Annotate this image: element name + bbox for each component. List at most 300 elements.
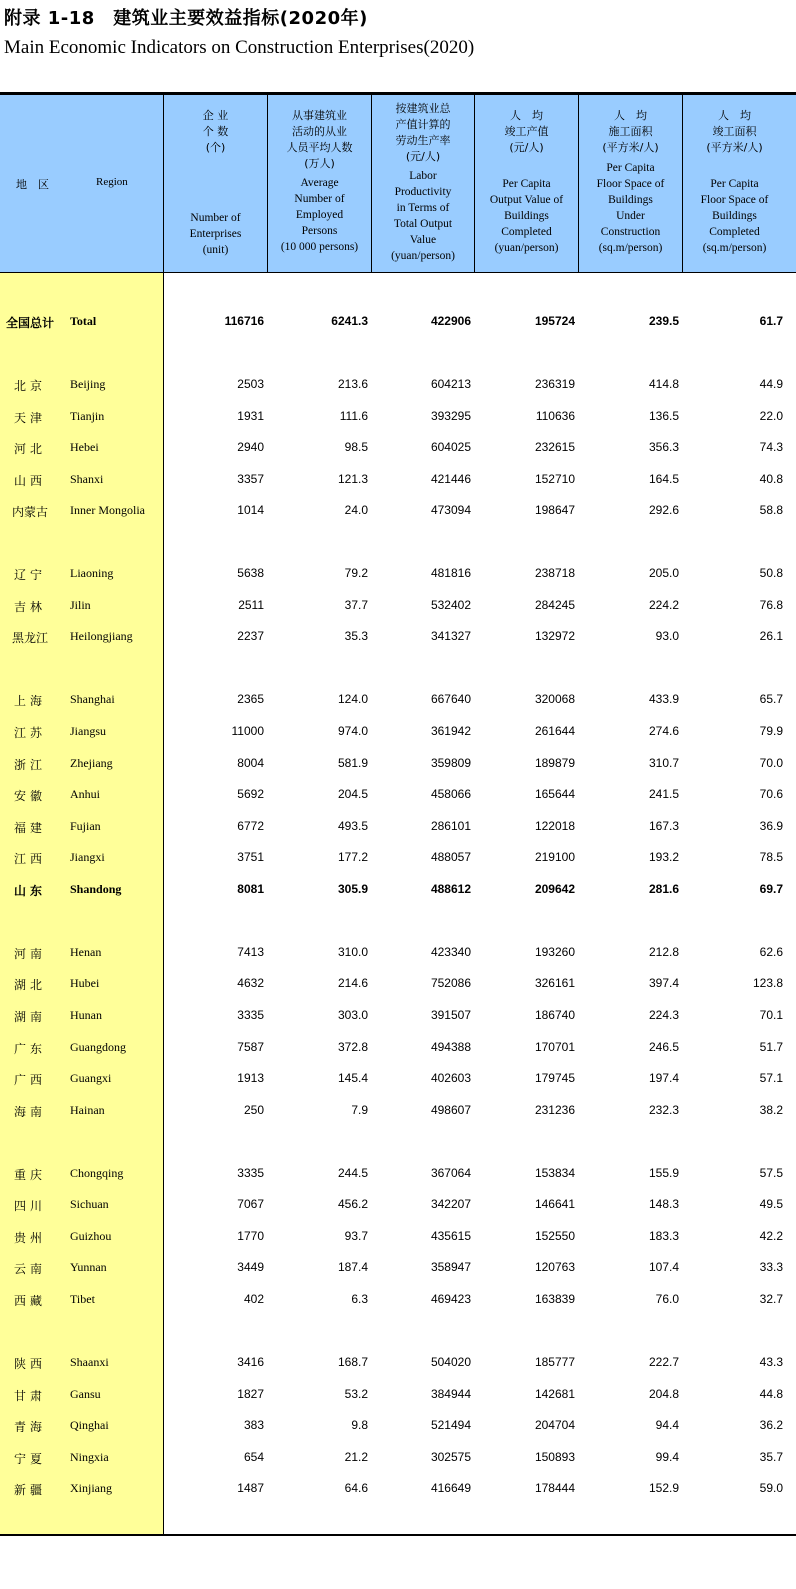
cell-value: 3416 <box>237 1355 264 1369</box>
cell-value: 493.5 <box>337 819 368 833</box>
region-name-cn: 江西 <box>14 852 47 866</box>
region-name-en: Jilin <box>70 598 91 612</box>
cell-value: 1931 <box>237 409 264 423</box>
region-name-en: Liaoning <box>70 566 114 580</box>
cell-value: 372.8 <box>337 1040 368 1054</box>
cell-value: 32.7 <box>759 1292 783 1306</box>
cell-value: 6.3 <box>351 1292 368 1306</box>
header-col6-cn: 人 均 竣工面积 (平方米/人) <box>706 109 763 154</box>
table-row <box>0 437 796 457</box>
cell-value: 122018 <box>534 819 575 833</box>
table-row <box>0 1352 796 1372</box>
cell-value: 236319 <box>534 377 575 391</box>
cell-value: 57.1 <box>759 1071 783 1085</box>
cell-value: 93.0 <box>655 629 679 643</box>
cell-value: 213.6 <box>337 377 368 391</box>
cell-value: 197.4 <box>648 1071 679 1085</box>
cell-value: 222.7 <box>648 1355 679 1369</box>
cell-value: 155.9 <box>648 1166 679 1180</box>
region-name-en: Shanxi <box>70 472 104 486</box>
cell-value: 4632 <box>237 976 264 990</box>
region-name-cn: 安徽 <box>14 789 47 803</box>
table-row <box>0 816 796 836</box>
cell-value: 132972 <box>534 629 575 643</box>
cell-value: 367064 <box>430 1166 471 1180</box>
cell-value: 532402 <box>430 598 471 612</box>
region-name-en: Yunnan <box>70 1260 107 1274</box>
cell-value: 341327 <box>430 629 471 643</box>
table-header-rule <box>0 272 796 273</box>
region-name-en: Sichuan <box>70 1197 109 1211</box>
table-row <box>0 1257 796 1277</box>
cell-value: 163839 <box>534 1292 575 1306</box>
cell-value: 604213 <box>430 377 471 391</box>
region-name-en: Hebei <box>70 440 99 454</box>
cell-value: 193.2 <box>648 850 679 864</box>
cell-value: 185777 <box>534 1355 575 1369</box>
header-region-cn: 地 区 <box>16 178 49 191</box>
table-row <box>0 1100 796 1120</box>
cell-value: 244.5 <box>337 1166 368 1180</box>
region-name-cn: 新疆 <box>14 1483 47 1497</box>
region-name-cn: 全国总计 <box>6 316 55 330</box>
cell-value: 2365 <box>237 692 264 706</box>
cell-value: 36.9 <box>759 819 783 833</box>
cell-value: 310.0 <box>337 945 368 959</box>
cell-value: 124.0 <box>337 692 368 706</box>
cell-value: 44.8 <box>759 1387 783 1401</box>
table-row <box>0 1163 796 1183</box>
cell-value: 5638 <box>237 566 264 580</box>
table-row <box>0 1226 796 1246</box>
cell-value: 1487 <box>237 1481 264 1495</box>
cell-value: 1014 <box>237 503 264 517</box>
cell-value: 1913 <box>237 1071 264 1085</box>
region-name-en: Anhui <box>70 787 100 801</box>
region-name-en: Tibet <box>70 1292 95 1306</box>
table-row <box>0 1289 796 1309</box>
header-col5-cn: 人 均 施工面积 (平方米/人) <box>602 109 659 154</box>
cell-value: 7067 <box>237 1197 264 1211</box>
cell-value: 281.6 <box>648 882 679 896</box>
region-name-cn: 湖南 <box>14 1010 47 1024</box>
cell-value: 473094 <box>430 503 471 517</box>
table-row <box>0 1384 796 1404</box>
cell-value: 342207 <box>430 1197 471 1211</box>
cell-value: 153834 <box>534 1166 575 1180</box>
region-name-cn: 湖北 <box>14 978 47 992</box>
header-region <box>16 176 128 192</box>
cell-value: 224.3 <box>648 1008 679 1022</box>
table-row <box>0 500 796 520</box>
region-name-cn: 海南 <box>14 1105 47 1119</box>
region-name-cn: 重庆 <box>14 1168 47 1182</box>
cell-value: 654 <box>243 1450 264 1464</box>
cell-value: 326161 <box>534 976 575 990</box>
region-name-en: Shaanxi <box>70 1355 109 1369</box>
cell-value: 21.2 <box>344 1450 368 1464</box>
cell-value: 22.0 <box>759 409 783 423</box>
table-row <box>0 469 796 489</box>
cell-value: 93.7 <box>344 1229 368 1243</box>
table-row <box>0 595 796 615</box>
cell-value: 152710 <box>534 472 575 486</box>
cell-value: 752086 <box>430 976 471 990</box>
cell-value: 292.6 <box>648 503 679 517</box>
cell-value: 498607 <box>430 1103 471 1117</box>
cell-value: 3335 <box>237 1166 264 1180</box>
cell-value: 121.3 <box>337 472 368 486</box>
cell-value: 219100 <box>534 850 575 864</box>
cell-value: 504020 <box>430 1355 471 1369</box>
header-col6-en: Per Capita Floor Space of Buildings Completed (sq.m/person) <box>700 178 769 254</box>
region-name-en: Guangdong <box>70 1040 126 1054</box>
cell-value: 50.8 <box>759 566 783 580</box>
cell-value: 110636 <box>535 409 575 423</box>
region-name-cn: 河南 <box>14 947 47 961</box>
cell-value: 145.4 <box>337 1071 368 1085</box>
cell-value: 44.9 <box>759 377 783 391</box>
region-name-cn: 广东 <box>14 1042 47 1056</box>
cell-value: 7413 <box>237 945 264 959</box>
region-name-cn: 辽宁 <box>14 568 47 582</box>
cell-value: 136.5 <box>648 409 679 423</box>
cell-value: 494388 <box>430 1040 471 1054</box>
region-name-en: Shanghai <box>70 692 115 706</box>
region-name-en: Hainan <box>70 1103 105 1117</box>
cell-value: 146641 <box>534 1197 575 1211</box>
region-name-en: Gansu <box>70 1387 101 1401</box>
cell-value: 303.0 <box>337 1008 368 1022</box>
cell-value: 62.6 <box>759 945 783 959</box>
table-row <box>0 1005 796 1025</box>
cell-value: 33.3 <box>759 1260 783 1274</box>
region-name-en: Jiangxi <box>70 850 105 864</box>
cell-value: 74.3 <box>759 440 783 454</box>
cell-value: 193260 <box>534 945 575 959</box>
cell-value: 150893 <box>534 1450 575 1464</box>
cell-value: 107.4 <box>648 1260 679 1274</box>
cell-value: 310.7 <box>648 756 679 770</box>
table-row <box>0 689 796 709</box>
cell-value: 204.8 <box>648 1387 679 1401</box>
cell-value: 481816 <box>430 566 471 580</box>
cell-value: 70.1 <box>759 1008 783 1022</box>
cell-value: 76.8 <box>759 598 783 612</box>
cell-value: 581.9 <box>337 756 368 770</box>
cell-value: 165644 <box>534 787 575 801</box>
cell-value: 3357 <box>237 472 264 486</box>
cell-value: 209642 <box>534 882 575 896</box>
region-name-cn: 甘肃 <box>14 1389 47 1403</box>
cell-value: 356.3 <box>648 440 679 454</box>
cell-value: 186740 <box>534 1008 575 1022</box>
table-row <box>0 1478 796 1498</box>
cell-value: 423340 <box>430 945 471 959</box>
cell-value: 69.7 <box>759 882 783 896</box>
cell-value: 116716 <box>224 314 264 328</box>
cell-value: 177.2 <box>337 850 368 864</box>
cell-value: 302575 <box>430 1450 471 1464</box>
cell-value: 36.2 <box>759 1418 783 1432</box>
cell-value: 76.0 <box>655 1292 679 1306</box>
region-name-cn: 北京 <box>14 379 47 393</box>
table-row <box>0 847 796 867</box>
cell-value: 212.8 <box>648 945 679 959</box>
cell-value: 435615 <box>430 1229 471 1243</box>
cell-value: 123.8 <box>752 976 783 990</box>
table-row <box>0 626 796 646</box>
cell-value: 152.9 <box>648 1481 679 1495</box>
region-name-en: Beijing <box>70 377 106 391</box>
cell-value: 488057 <box>430 850 471 864</box>
cell-value: 8004 <box>237 756 264 770</box>
region-name-cn: 山西 <box>14 474 47 488</box>
cell-value: 11000 <box>231 724 264 738</box>
header-col5-en: Per Capita Floor Space of Buildings Under Construction (sq.m/person) <box>596 162 665 254</box>
cell-value: 111.6 <box>339 409 368 423</box>
cell-value: 183.3 <box>648 1229 679 1243</box>
region-name-en: Ningxia <box>70 1450 109 1464</box>
cell-value: 239.5 <box>648 314 679 328</box>
cell-value: 24.0 <box>344 503 368 517</box>
cell-value: 2237 <box>237 629 264 643</box>
cell-value: 393295 <box>430 409 471 423</box>
cell-value: 35.7 <box>759 1450 783 1464</box>
cell-value: 168.7 <box>337 1355 368 1369</box>
region-name-en: Inner Mongolia <box>70 503 145 517</box>
cell-value: 246.5 <box>648 1040 679 1054</box>
cell-value: 58.8 <box>759 503 783 517</box>
cell-value: 231236 <box>534 1103 575 1117</box>
cell-value: 120763 <box>534 1260 575 1274</box>
cell-value: 65.7 <box>759 692 783 706</box>
cell-value: 521494 <box>430 1418 471 1432</box>
cell-value: 320068 <box>534 692 575 706</box>
cell-value: 391507 <box>430 1008 471 1022</box>
table-row <box>0 1447 796 1467</box>
header-col2-en: Average Number of Employed Persons (10 000 persons) <box>280 177 359 253</box>
cell-value: 59.0 <box>759 1481 783 1495</box>
cell-value: 37.7 <box>344 598 368 612</box>
header-col4-cn: 人 均 竣工产值 (元/人) <box>504 109 549 154</box>
region-name-en: Guangxi <box>70 1071 112 1085</box>
cell-value: 195724 <box>534 314 575 328</box>
cell-value: 261644 <box>534 724 575 738</box>
region-name-en: Xinjiang <box>70 1481 112 1495</box>
region-name-cn: 四川 <box>14 1199 47 1213</box>
cell-value: 469423 <box>430 1292 471 1306</box>
cell-value: 359809 <box>430 756 471 770</box>
table-row <box>0 784 796 804</box>
cell-value: 9.8 <box>351 1418 368 1432</box>
cell-value: 57.5 <box>759 1166 783 1180</box>
cell-value: 187.4 <box>337 1260 368 1274</box>
cell-value: 416649 <box>430 1481 471 1495</box>
table-row <box>0 753 796 773</box>
cell-value: 35.3 <box>344 629 368 643</box>
cell-value: 305.9 <box>337 882 368 896</box>
cell-value: 232.3 <box>648 1103 679 1117</box>
region-name-cn: 内蒙古 <box>12 505 49 519</box>
region-name-cn: 贵州 <box>14 1231 47 1245</box>
table-row <box>0 721 796 741</box>
cell-value: 6241.3 <box>331 314 368 328</box>
cell-value: 98.5 <box>344 440 368 454</box>
region-name-en: Shandong <box>70 882 122 896</box>
table-bottom-rule <box>0 1534 796 1536</box>
region-column-background <box>0 273 163 1534</box>
region-name-en: Hunan <box>70 1008 102 1022</box>
cell-value: 170701 <box>534 1040 575 1054</box>
cell-value: 384944 <box>430 1387 471 1401</box>
cell-value: 488612 <box>430 882 471 896</box>
cell-value: 53.2 <box>344 1387 368 1401</box>
table-row <box>0 1037 796 1057</box>
cell-value: 2511 <box>238 598 264 612</box>
region-name-cn: 广西 <box>14 1073 47 1087</box>
region-name-en: Qinghai <box>70 1418 109 1432</box>
cell-value: 148.3 <box>648 1197 679 1211</box>
cell-value: 204.5 <box>337 787 368 801</box>
region-name-cn: 陕西 <box>14 1357 47 1371</box>
region-name-en: Tianjin <box>70 409 105 423</box>
region-name-en: Heilongjiang <box>70 629 133 643</box>
region-name-cn: 福建 <box>14 821 47 835</box>
region-name-cn: 浙江 <box>14 758 47 772</box>
cell-value: 458066 <box>430 787 471 801</box>
cell-value: 189879 <box>534 756 575 770</box>
region-name-cn: 西藏 <box>14 1294 47 1308</box>
cell-value: 358947 <box>430 1260 471 1274</box>
header-col1-cn: 企 业 个 数 (个) <box>202 109 229 154</box>
region-name-cn: 天津 <box>14 411 47 425</box>
region-name-en: Fujian <box>70 819 101 833</box>
cell-value: 51.7 <box>759 1040 783 1054</box>
region-name-en: Jiangsu <box>70 724 106 738</box>
cell-value: 402 <box>243 1292 264 1306</box>
cell-value: 414.8 <box>648 377 679 391</box>
cell-value: 5692 <box>237 787 264 801</box>
table-row <box>0 563 796 583</box>
region-name-cn: 吉林 <box>14 600 47 614</box>
header-col3-en: Labor Productivity in Terms of Total Output Value (yuan/person) <box>391 170 455 262</box>
cell-value: 1770 <box>237 1229 264 1243</box>
cell-value: 204704 <box>534 1418 575 1432</box>
table-row <box>0 973 796 993</box>
table-row <box>0 311 796 331</box>
cell-value: 142681 <box>534 1387 575 1401</box>
region-name-cn: 江苏 <box>14 726 47 740</box>
region-name-en: Zhejiang <box>70 756 113 770</box>
cell-value: 64.6 <box>344 1481 368 1495</box>
cell-value: 164.5 <box>648 472 679 486</box>
cell-value: 70.0 <box>759 756 783 770</box>
header-col2-cn: 从事建筑业 活动的从业 人员平均人数 (万人) <box>286 109 353 170</box>
cell-value: 178444 <box>534 1481 575 1495</box>
cell-value: 604025 <box>430 440 471 454</box>
cell-value: 433.9 <box>648 692 679 706</box>
cell-value: 241.5 <box>648 787 679 801</box>
cell-value: 2503 <box>237 377 264 391</box>
region-name-cn: 黑龙江 <box>12 631 49 645</box>
cell-value: 42.2 <box>759 1229 783 1243</box>
cell-value: 78.5 <box>759 850 783 864</box>
region-name-cn: 山东 <box>14 884 47 898</box>
cell-value: 152550 <box>534 1229 575 1243</box>
cell-value: 7.9 <box>351 1103 368 1117</box>
cell-value: 7587 <box>237 1040 264 1054</box>
table-row <box>0 879 796 899</box>
cell-value: 397.4 <box>648 976 679 990</box>
cell-value: 250 <box>243 1103 264 1117</box>
cell-value: 284245 <box>534 598 575 612</box>
table-row <box>0 406 796 426</box>
region-name-en: Guizhou <box>70 1229 112 1243</box>
table-row <box>0 942 796 962</box>
cell-value: 167.3 <box>648 819 679 833</box>
table-row <box>0 374 796 394</box>
region-name-en: Henan <box>70 945 102 959</box>
cell-value: 286101 <box>430 819 471 833</box>
region-name-en: Total <box>70 314 97 328</box>
table-top-rule <box>0 92 796 95</box>
cell-value: 422906 <box>430 314 471 328</box>
cell-value: 99.4 <box>655 1450 679 1464</box>
table-row <box>0 1415 796 1435</box>
cell-value: 456.2 <box>337 1197 368 1211</box>
cell-value: 6772 <box>237 819 264 833</box>
cell-value: 38.2 <box>759 1103 783 1117</box>
cell-value: 274.6 <box>648 724 679 738</box>
region-name-cn: 青海 <box>14 1420 47 1434</box>
region-name-cn: 宁夏 <box>14 1452 47 1466</box>
cell-value: 238718 <box>534 566 575 580</box>
cell-value: 26.1 <box>759 629 783 643</box>
cell-value: 205.0 <box>648 566 679 580</box>
header-col3-cn: 按建筑业总 产值计算的 劳动生产率 (元/人) <box>395 102 451 163</box>
cell-value: 79.9 <box>759 724 783 738</box>
cell-value: 40.8 <box>759 472 783 486</box>
cell-value: 421446 <box>430 472 471 486</box>
header-col1-en: Number of Enterprises (unit) <box>189 212 242 256</box>
table-row <box>0 1194 796 1214</box>
region-name-cn: 上海 <box>14 694 47 708</box>
cell-value: 224.2 <box>648 598 679 612</box>
cell-value: 49.5 <box>759 1197 783 1211</box>
cell-value: 3449 <box>237 1260 264 1274</box>
page-title-chinese: 附录 1-18 建筑业主要效益指标(2020年) <box>4 8 368 29</box>
cell-value: 61.7 <box>759 314 783 328</box>
cell-value: 3335 <box>237 1008 264 1022</box>
cell-value: 43.3 <box>759 1355 783 1369</box>
table-row <box>0 1068 796 1088</box>
cell-value: 79.2 <box>344 566 368 580</box>
cell-value: 94.4 <box>655 1418 679 1432</box>
cell-value: 8081 <box>237 882 264 896</box>
cell-value: 383 <box>243 1418 264 1432</box>
cell-value: 214.6 <box>337 976 368 990</box>
cell-value: 232615 <box>534 440 575 454</box>
region-name-cn: 河北 <box>14 442 47 456</box>
header-region-en: Region <box>96 176 128 188</box>
cell-value: 179745 <box>534 1071 575 1085</box>
cell-value: 667640 <box>430 692 471 706</box>
page-title-english: Main Economic Indicators on Construction Enterprises(2020) <box>4 37 475 58</box>
cell-value: 361942 <box>430 724 471 738</box>
cell-value: 1827 <box>237 1387 264 1401</box>
cell-value: 402603 <box>430 1071 471 1085</box>
